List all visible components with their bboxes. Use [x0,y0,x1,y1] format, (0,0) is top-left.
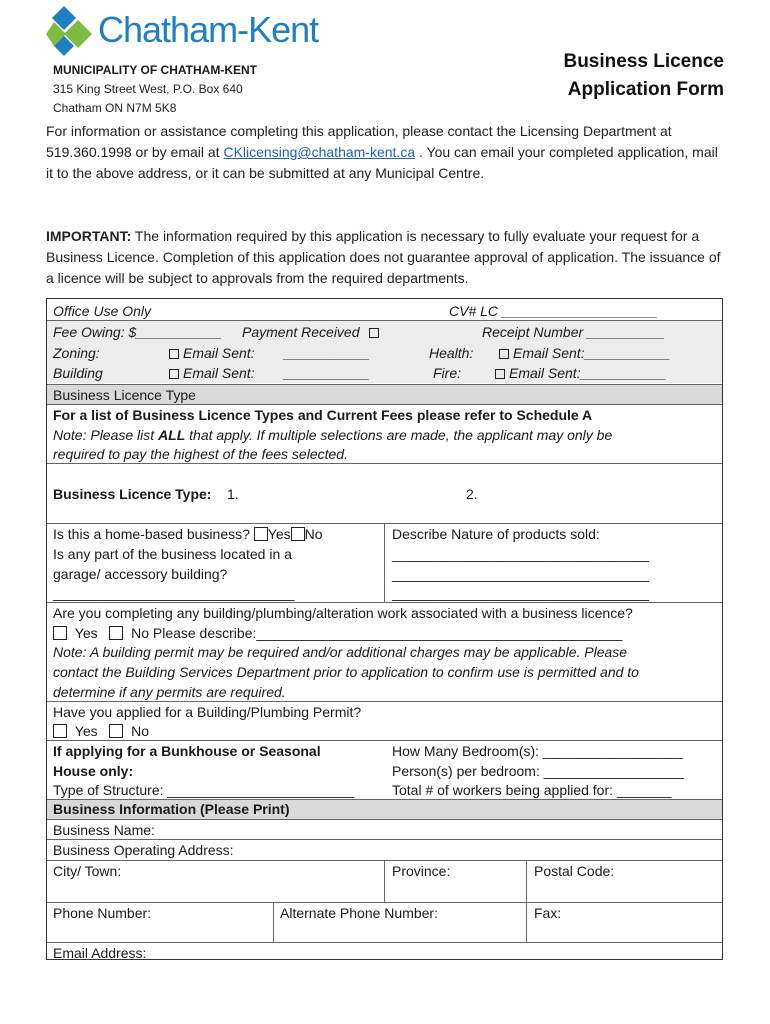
zoning-email-sent[interactable]: Email Sent: [169,343,255,363]
application-form-table [46,298,723,960]
province-field[interactable]: Province: [392,863,451,879]
nature-line-2[interactable]: _________________________________ [392,566,649,582]
fire-label: Fire: [433,365,461,381]
nature-line-1[interactable]: _________________________________ [392,546,649,562]
home-based-yes-checkbox[interactable] [254,527,268,541]
bedrooms-field[interactable]: How Many Bedroom(s): __________________ [392,743,684,759]
intro-paragraph [46,121,726,184]
important-label: IMPORTANT: [46,228,132,244]
city-field[interactable]: City/ Town: [53,863,122,879]
permit-yes-checkbox[interactable] [53,724,67,738]
fire-email-sent[interactable]: Email Sent:___________ [495,363,666,383]
building-work-question: Are you completing any building/plumbing/alteration work associated with a business licence? [53,605,633,621]
building-note-3: determine if any permits are required. [53,684,286,700]
fee-owing-field[interactable]: Fee Owing: $___________ [53,324,222,340]
building-note-1: Note: A building permit may be required and/or additional charges may be applicable. Please [53,644,628,660]
persons-per-bedroom-field[interactable]: Person(s) per bedroom: __________________ [392,763,684,779]
garage-question-2: garage/ accessory building? [53,566,228,582]
zoning-blank[interactable]: ___________ [284,345,370,361]
business-name-field[interactable]: Business Name: [53,822,155,838]
email-link[interactable]: CKlicensing@chatham-kent.ca [223,144,416,160]
nature-line-3[interactable]: _________________________________ [392,585,649,601]
nature-products-label: Describe Nature of products sold: [392,526,600,542]
building-work-no-checkbox[interactable] [109,626,123,640]
operating-address-field[interactable]: Business Operating Address: [53,842,234,858]
building-note-2: contact the Building Services Department prior to application to confirm use is permitted and to [53,664,639,680]
home-based-question: Is this a home-based business? Yes No [53,526,323,542]
municipality-name: MUNICIPALITY OF CHATHAM-KENT [53,63,257,77]
garage-question-1: Is any part of the business located in a [53,546,292,562]
checkbox-icon[interactable] [369,328,379,338]
permit-question: Have you applied for a Building/Plumbing Permit? [53,704,362,720]
checkbox-icon[interactable] [499,349,509,359]
home-based-no-checkbox[interactable] [291,527,305,541]
checkbox-icon[interactable] [169,369,179,379]
form-title [563,48,724,104]
alt-phone-field[interactable]: Alternate Phone Number: [280,905,438,921]
cv-lc-field[interactable]: CV# LC ____________________ [449,303,658,319]
office-use-title: Office Use Only [53,303,152,319]
bunkhouse-title-2: House only: [53,763,134,779]
workers-field[interactable]: Total # of workers being applied for: _______ [392,782,672,798]
receipt-number-field[interactable]: Receipt Number __________ [482,324,665,340]
bunkhouse-title-1: If applying for a Bunkhouse or Seasonal [53,743,321,759]
checkbox-icon[interactable] [495,369,505,379]
zoning-label: Zoning: [53,345,100,361]
phone-field[interactable]: Phone Number: [53,905,152,921]
business-info-section-title: Business Information (Please Print) [53,801,290,817]
important-text: The information required by this application is necessary to fully evaluate your request for a Business Licence. Completion of this application does not guarantee approval of application. The issuance of a licence will be subject to approvals from the required departments. [46,228,721,286]
important-notice [46,226,726,289]
address-line-2: Chatham ON N7M 5K8 [53,101,177,115]
health-email-sent[interactable]: Email Sent:___________ [499,343,670,363]
garage-answer-line[interactable]: _______________________________ [53,585,295,601]
logo-text: Chatham-Kent [98,9,319,50]
licence-type-heading: For a list of Business Licence Types and Current Fees please refer to Schedule A [53,407,593,423]
licence-type-note-2: required to pay the highest of the fees selected. [53,446,348,462]
building-email-sent[interactable]: Email Sent: [169,363,255,383]
building-work-yes-checkbox[interactable] [53,626,67,640]
email-address-field[interactable]: Email Address: [53,945,147,961]
form-title-line-1: Business Licence [563,51,724,72]
licence-type-label: Business Licence Type: [53,486,212,502]
health-label: Health: [429,345,474,361]
permit-answer: Yes No [53,721,149,741]
building-blank[interactable]: ___________ [284,365,370,381]
licence-type-item-1[interactable]: 1. [227,486,239,502]
checkbox-icon[interactable] [169,349,179,359]
form-title-line-2: Application Form [567,79,724,100]
building-work-answer: Yes No Please describe:_______________________________________________ [53,623,622,643]
licence-type-note: Note: Please list ALL that apply. If multiple selections are made, the applicant may only be [53,427,613,443]
address-line-1: 315 King Street West, P.O. Box 640 [53,82,243,96]
fax-field[interactable]: Fax: [534,905,562,921]
intro-text-end: . You can email your completed application, mail it to the above address, or it can be submitted at any Municipal Centre. [46,144,718,181]
licence-type-section-title: Business Licence Type [53,387,196,403]
intro-text: For information or assistance completing this application, please contact the Licensing Department at 519.360.1998 or by email at [46,123,672,160]
diamond-logo-icon [42,4,98,60]
postal-code-field[interactable]: Postal Code: [534,863,615,879]
building-label: Building [53,365,103,381]
permit-no-checkbox[interactable] [109,724,123,738]
licence-type-item-2[interactable]: 2. [466,486,478,502]
structure-type-field[interactable]: Type of Structure: ________________________ [53,782,355,798]
payment-received-label: Payment Received [242,322,383,342]
